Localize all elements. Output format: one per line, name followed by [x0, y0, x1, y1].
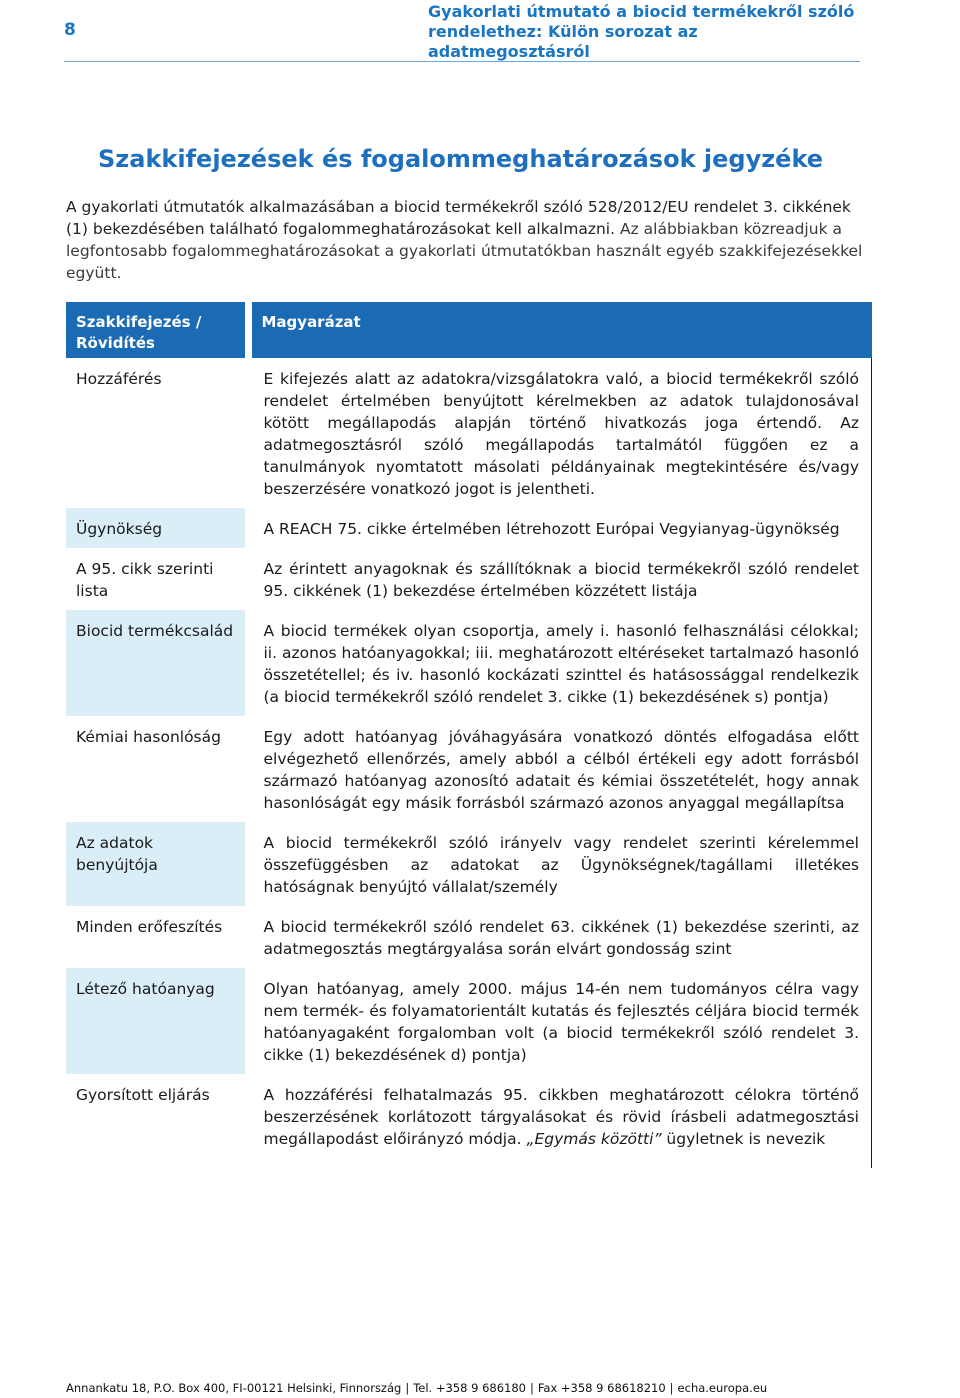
intro-text-2: Az alábbiakban közreadjuk a legfontosabb fogalommeghatározásokat a gyakorlati útmutatókban használt egyéb szakkifejezésekkel együtt. [66, 220, 863, 282]
explanation-cell: Olyan hatóanyag, amely 2000. május 14-én nem tudományos célra vagy nem termék- és folyamatorientált kutatás és fejlesztés céljára biocid termék hatóanyagaként forgalomban volt (a biocid termékekről szóló rendelet 3. cikke (1) bekezdésének d) pontja) [248, 968, 872, 1074]
table-row [66, 610, 872, 716]
intro-paragraph [66, 196, 866, 284]
running-title-line-2: rendelethez: Külön sorozat az adatmegosztásról [428, 22, 698, 61]
explanation-cell: A biocid termékek olyan csoportja, amely i. hasonló felhasználási célokkal; ii. azonos hatóanyagokkal; iii. meghatározott eltéréseket tartalmazó hasonló összetétellel; és iv. hasonló kockázati szinttel és hatásossággal rendelkezik (a biocid termékekről szóló rendelet 3. cikke (1) bekezdésének s) pontja) [248, 610, 872, 716]
table-row [66, 358, 872, 508]
explanation-emphasis: „Egymás közötti” [526, 1130, 662, 1148]
footer-fax: Fax +358 9 68618210 [537, 1381, 666, 1395]
section-title: Szakkifejezések és fogalommeghatározások jegyzéke [98, 145, 824, 173]
header-divider [64, 61, 860, 62]
footer-separator: | [405, 1381, 410, 1395]
table-row [66, 906, 872, 968]
page-header [0, 0, 960, 62]
table-row [66, 968, 872, 1074]
table-row [66, 1074, 872, 1168]
running-title-line-1: Gyakorlati útmutató a biocid termékekről szóló [428, 2, 855, 21]
explanation-cell: Egy adott hatóanyag jóváhagyására vonatkozó döntés elfogadása előtt elvégezhető ellenőrzés, amely abból a célból értékeli egy adott forrásból származó hatóanyag azonosító adatait és kémiai összetételét, hogy annak hasonlóságát egy másik forrásból származó azonos anyaggal megállapítsa [248, 716, 872, 822]
explanation-tail: ügyletnek is nevezik [666, 1130, 826, 1148]
explanation-cell [248, 1074, 872, 1168]
intro-text-1: A gyakorlati útmutatók alkalmazásában a biocid termékekről szóló 528/2012/EU rendelet 3. cikkének (1) bekezdésében található fogalommeghatározásokat kell alkalmazni. [66, 198, 851, 238]
table-row [66, 716, 872, 822]
term-cell: Ügynökség [66, 508, 248, 548]
term-cell: Biocid termékcsalád [66, 610, 248, 716]
term-cell: A 95. cikk szerinti lista [66, 548, 248, 610]
footer-tel: Tel. +358 9 686180 [413, 1381, 526, 1395]
table-row [66, 822, 872, 906]
explanation-cell: Az érintett anyagoknak és szállítóknak a biocid termékekről szóló rendelet 95. cikkének (1) bekezdése értelmében közzétett listája [248, 548, 872, 610]
table-row [66, 548, 872, 610]
header-term: Szakkifejezés / Rövidítés [66, 302, 248, 358]
explanation-text: A hozzáférési felhatalmazás 95. cikkben meghatározott célokra történő beszerzésének korlátozott tárgyalásokat és rövid írásbeli adatmegosztási megállapodást előirányzó módja. [263, 1086, 859, 1148]
explanation-cell: E kifejezés alatt az adatokra/vizsgálatokra való, a biocid termékekről szóló rendelet értelmében benyújtott kérelmekben az adatok tulajdonosával kötött megállapodás alapján történő hivatkozás joga értendő. Az adatmegosztásról szóló megállapodás tartalmától függően ez a tanulmányok nyomtatott másolati példányainak megtekintésére és/vagy beszerzésére vonatkozó jogot is jelentheti. [248, 358, 872, 508]
footer-address: Annankatu 18, P.O. Box 400, FI-00121 Helsinki, Finnország [66, 1381, 402, 1395]
table-header-row [66, 302, 872, 358]
term-cell: Gyorsított eljárás [66, 1074, 248, 1168]
explanation-cell: A biocid termékekről szóló irányelv vagy rendelet szerinti kérelemmel összefüggésben az adatokat az Ügynökségnek/tagállami illetékes hatóságnak benyújtó vállalat/személy [248, 822, 872, 906]
footer-web: echa.europa.eu [677, 1381, 768, 1395]
page-number: 8 [64, 20, 76, 40]
explanation-cell: A biocid termékekről szóló rendelet 63. cikkének (1) bekezdése szerinti, az adatmegosztás megtárgyalása során elvárt gondosság szint [248, 906, 872, 968]
term-cell: Az adatok benyújtója [66, 822, 248, 906]
definitions-table [66, 302, 872, 1168]
table-row [66, 508, 872, 548]
term-cell: Kémiai hasonlóság [66, 716, 248, 822]
header-explanation: Magyarázat [248, 302, 872, 358]
footer-separator: | [529, 1381, 534, 1395]
term-cell: Minden erőfeszítés [66, 906, 248, 968]
footer-separator: | [669, 1381, 674, 1395]
term-cell: Hozzáférés [66, 358, 248, 508]
running-title [428, 2, 858, 62]
explanation-cell: A REACH 75. cikke értelmében létrehozott Európai Vegyianyag-ügynökség [248, 508, 872, 548]
term-cell: Létező hatóanyag [66, 968, 248, 1074]
page-footer [66, 1381, 767, 1395]
